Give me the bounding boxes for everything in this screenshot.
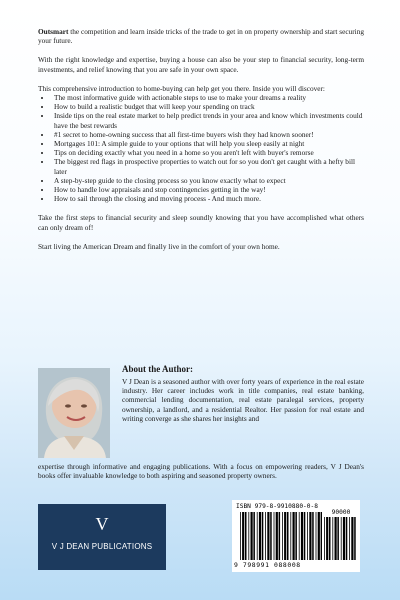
- feature-item: • The biggest red flags in prospective properties to watch out for so you don't get caught with a hefty bill later: [52, 157, 364, 175]
- barcode-bar: [251, 512, 253, 560]
- barcode-bar: [341, 517, 342, 560]
- barcode-bar: [267, 512, 269, 560]
- barcode-bar: [335, 517, 337, 560]
- barcode-bar: [329, 517, 331, 560]
- barcode-bar: [257, 512, 258, 560]
- barcode-bar: [301, 512, 303, 560]
- barcode-bar: [253, 512, 255, 560]
- isbn-number: ISBN 979-8-9910880-0-8: [236, 503, 318, 510]
- barcode-bar: [316, 512, 317, 560]
- barcode-bar: [318, 512, 320, 560]
- author-bio-continuation: expertise through informative and engaging publications. With a focus on empowering readers, V J Dean's books offer invaluable knowledge to both aspiring and seasoned property owners.: [38, 462, 364, 481]
- barcode-bar: [245, 512, 247, 560]
- closing-paragraph: Take the first steps to financial security and sleep soundly knowing that you have accomplished what others can only dream of!: [38, 213, 364, 232]
- author-photo: [38, 368, 110, 458]
- publisher-logo: [38, 504, 166, 570]
- barcode-bar: [270, 512, 272, 560]
- barcode-bar: [326, 517, 328, 560]
- intro-paragraph: [38, 27, 364, 45]
- ean-digits: 9 798991 088008: [234, 561, 301, 569]
- isbn-barcode: [232, 500, 360, 572]
- feature-item: • The most informative guide with actionable steps to use to make your dreams a reality: [52, 93, 364, 102]
- author-bio-text: V J Dean is a seasoned author with over forty years of experience in the real estate industry. Her career includes work in title companies, real estate banking, commercial lending documentation, real estate paralegal services, property ownership, a landlord, and a residential Realtor. Her passion for real estate and writing converge as she shares her insights and: [122, 377, 364, 423]
- barcode-bars: [240, 512, 322, 560]
- discover-paragraph: This comprehensive introduction to home-buying can help get you there. Inside you will discover:: [38, 83, 325, 93]
- security-paragraph: With the right knowledge and expertise, buying a house can also be your step to financial security, long-term investments, and relief knowing that you are safe in your own space.: [38, 55, 364, 74]
- barcode-bar: [332, 517, 333, 560]
- barcode-bar: [309, 512, 311, 560]
- feature-item: • Inside tips on the real estate market to help predict trends in your area and know which investments could have the best rewards: [52, 111, 364, 129]
- barcode-bar: [349, 517, 350, 560]
- feature-item: • How to build a realistic budget that will keep your spending on track: [52, 102, 364, 111]
- barcode-bar: [276, 512, 278, 560]
- barcode-bar: [274, 512, 275, 560]
- author-bio-block: [122, 364, 364, 423]
- barcode-bar: [324, 517, 325, 560]
- barcode-bar: [307, 512, 308, 560]
- publisher-name: V J DEAN PUBLICATIONS: [51, 542, 153, 551]
- addon-barcode-bars: [324, 517, 356, 560]
- barcode-bar: [343, 517, 345, 560]
- about-author-section: [38, 364, 364, 494]
- feature-item: • How to sail through the closing and moving process - And much more.: [52, 194, 364, 203]
- barcode-bar: [284, 512, 286, 560]
- back-cover-text: [38, 27, 364, 261]
- barcode-bar: [337, 517, 339, 560]
- barcode-bar: [312, 512, 314, 560]
- barcode-bar: [259, 512, 261, 560]
- barcode-bar: [351, 517, 353, 560]
- barcode-bar: [282, 512, 283, 560]
- lead-rest-text: the competition and learn inside tricks of the trade to get in on property ownership and start securing your future.: [38, 27, 364, 46]
- barcode-bar: [290, 512, 291, 560]
- barcode-bar: [293, 512, 295, 560]
- barcode-bar: [304, 512, 306, 560]
- barcode-bar: [299, 512, 300, 560]
- publisher-mark: V: [95, 514, 109, 534]
- barcode-bar: [242, 512, 244, 560]
- barcode-bar: [321, 512, 322, 560]
- feature-item: • A step-by-step guide to the closing process so you know exactly what to expect: [52, 176, 364, 185]
- barcode-bar: [262, 512, 264, 560]
- lead-bold-word: Outsmart: [38, 27, 69, 36]
- feature-item: • Mortgages 101: A simple guide to your options that will help you sleep easily at night: [52, 139, 364, 148]
- feature-item: • How to handle low appraisals and stop contingencies getting in the way!: [52, 185, 364, 194]
- american-dream-paragraph: Start living the American Dream and finally live in the comfort of your own home.: [38, 241, 280, 251]
- barcode-bar: [279, 512, 281, 560]
- feature-list: [38, 93, 364, 203]
- barcode-bar: [346, 517, 348, 560]
- feature-item: • #1 secret to home-owning success that all first-time buyers wish they had known sooner!: [52, 130, 364, 139]
- author-portrait-image: [38, 368, 110, 458]
- barcode-bar: [240, 512, 241, 560]
- barcode-bar: [295, 512, 297, 560]
- barcode-bar: [265, 512, 266, 560]
- barcode-bar: [354, 517, 356, 560]
- price-code: 90000: [331, 509, 351, 516]
- author-heading: About the Author:: [122, 364, 194, 374]
- barcode-bar: [248, 512, 249, 560]
- feature-item: • Tips on deciding exactly what you need in a home so you aren't left with buyer's remorse: [52, 148, 364, 157]
- barcode-bar: [287, 512, 289, 560]
